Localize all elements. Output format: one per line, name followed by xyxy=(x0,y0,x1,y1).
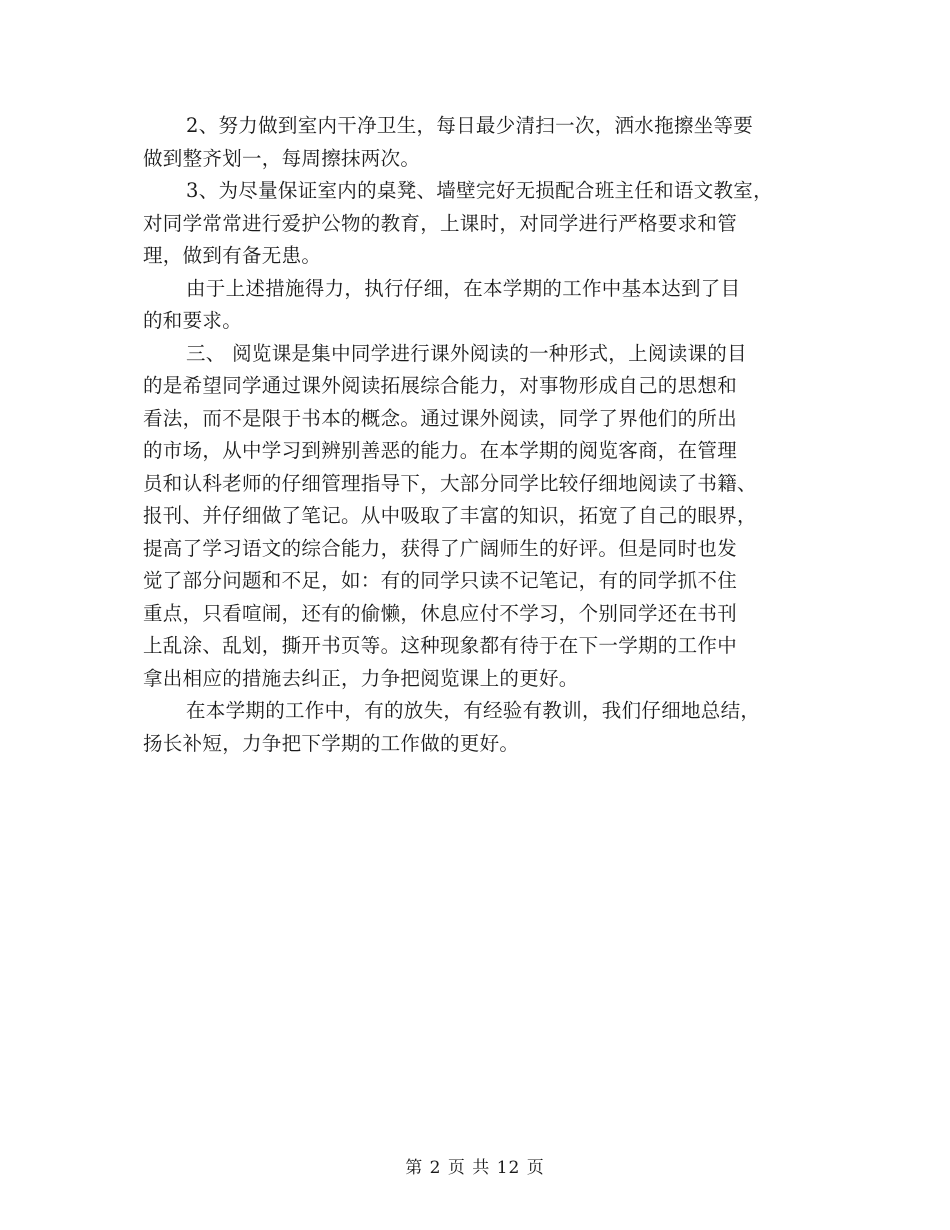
paragraph-line: 2、努力做到室内干净卫生，每日最少清扫一次，洒水拖擦坐等要 xyxy=(186,114,754,137)
paragraph-line: 三、 阅览课是集中同学进行课外阅读的一种形式，上阅读课的目 xyxy=(186,341,747,365)
paragraph-line: 觉了部分问题和不足，如：有的同学只读不记笔记，有的同学抓不住 xyxy=(143,569,738,592)
paragraph-line: 上乱涂、乱划，撕开书页等。这种现象都有待于在下一学期的工作中 xyxy=(143,634,738,657)
paragraph-line: 报刊、并仔细做了笔记。从中吸取了丰富的知识，拓宽了自己的眼界， xyxy=(143,504,757,527)
paragraph-line: 员和认科老师的仔细管理指导下，大部分同学比较仔细地阅读了书籍、 xyxy=(143,471,757,495)
paragraph-reading-class xyxy=(143,338,823,696)
paragraph-furniture xyxy=(143,175,823,273)
paragraph-line: 对同学常常进行爱护公物的教育，上课时，对同学进行严格要求和管 xyxy=(143,211,738,235)
paragraph-line: 拿出相应的措施去纠正，力争把阅览课上的更好。 xyxy=(143,666,579,690)
page-number-footer: 第 2 页 共 12 页 xyxy=(405,1158,545,1178)
document-body xyxy=(143,110,823,760)
paragraph-line: 重点，只看喧闹，还有的偷懒，休息应付不学习，个别同学还在书刊 xyxy=(143,601,738,625)
paragraph-line: 看法，而不是限于书本的概念。通过课外阅读，同学了界他们的所出 xyxy=(143,406,738,430)
paragraph-line: 扬长补短，力争把下学期的工作做的更好。 xyxy=(143,731,520,755)
paragraph-line: 的市场，从中学习到辨别善恶的能力。在本学期的阅览客商，在管理 xyxy=(143,439,738,462)
paragraph-line: 做到整齐划一，每周擦抹两次。 xyxy=(143,146,421,170)
paragraph-line: 提高了学习语文的综合能力，获得了广阔师生的好评。但是同时也发 xyxy=(143,536,738,560)
paragraph-line: 由于上述措施得力，执行仔细，在本学期的工作中基本达到了目 xyxy=(186,276,741,300)
paragraph-line: 的是希望同学通过课外阅读拓展综合能力，对事物形成自己的思想和 xyxy=(143,374,738,397)
paragraph-summary-goals xyxy=(143,273,823,338)
paragraph-conclusion xyxy=(143,695,823,760)
paragraph-line: 的和要求。 xyxy=(143,309,243,332)
paragraph-cleaning xyxy=(143,110,823,175)
paragraph-line: 理，做到有备无患。 xyxy=(143,244,322,267)
paragraph-line: 在本学期的工作中，有的放失，有经验有教训，我们仔细地总结， xyxy=(186,699,761,722)
paragraph-line: 3、为尽量保证室内的桌凳、墙壁完好无损配合班主任和语文教室， xyxy=(186,179,773,202)
